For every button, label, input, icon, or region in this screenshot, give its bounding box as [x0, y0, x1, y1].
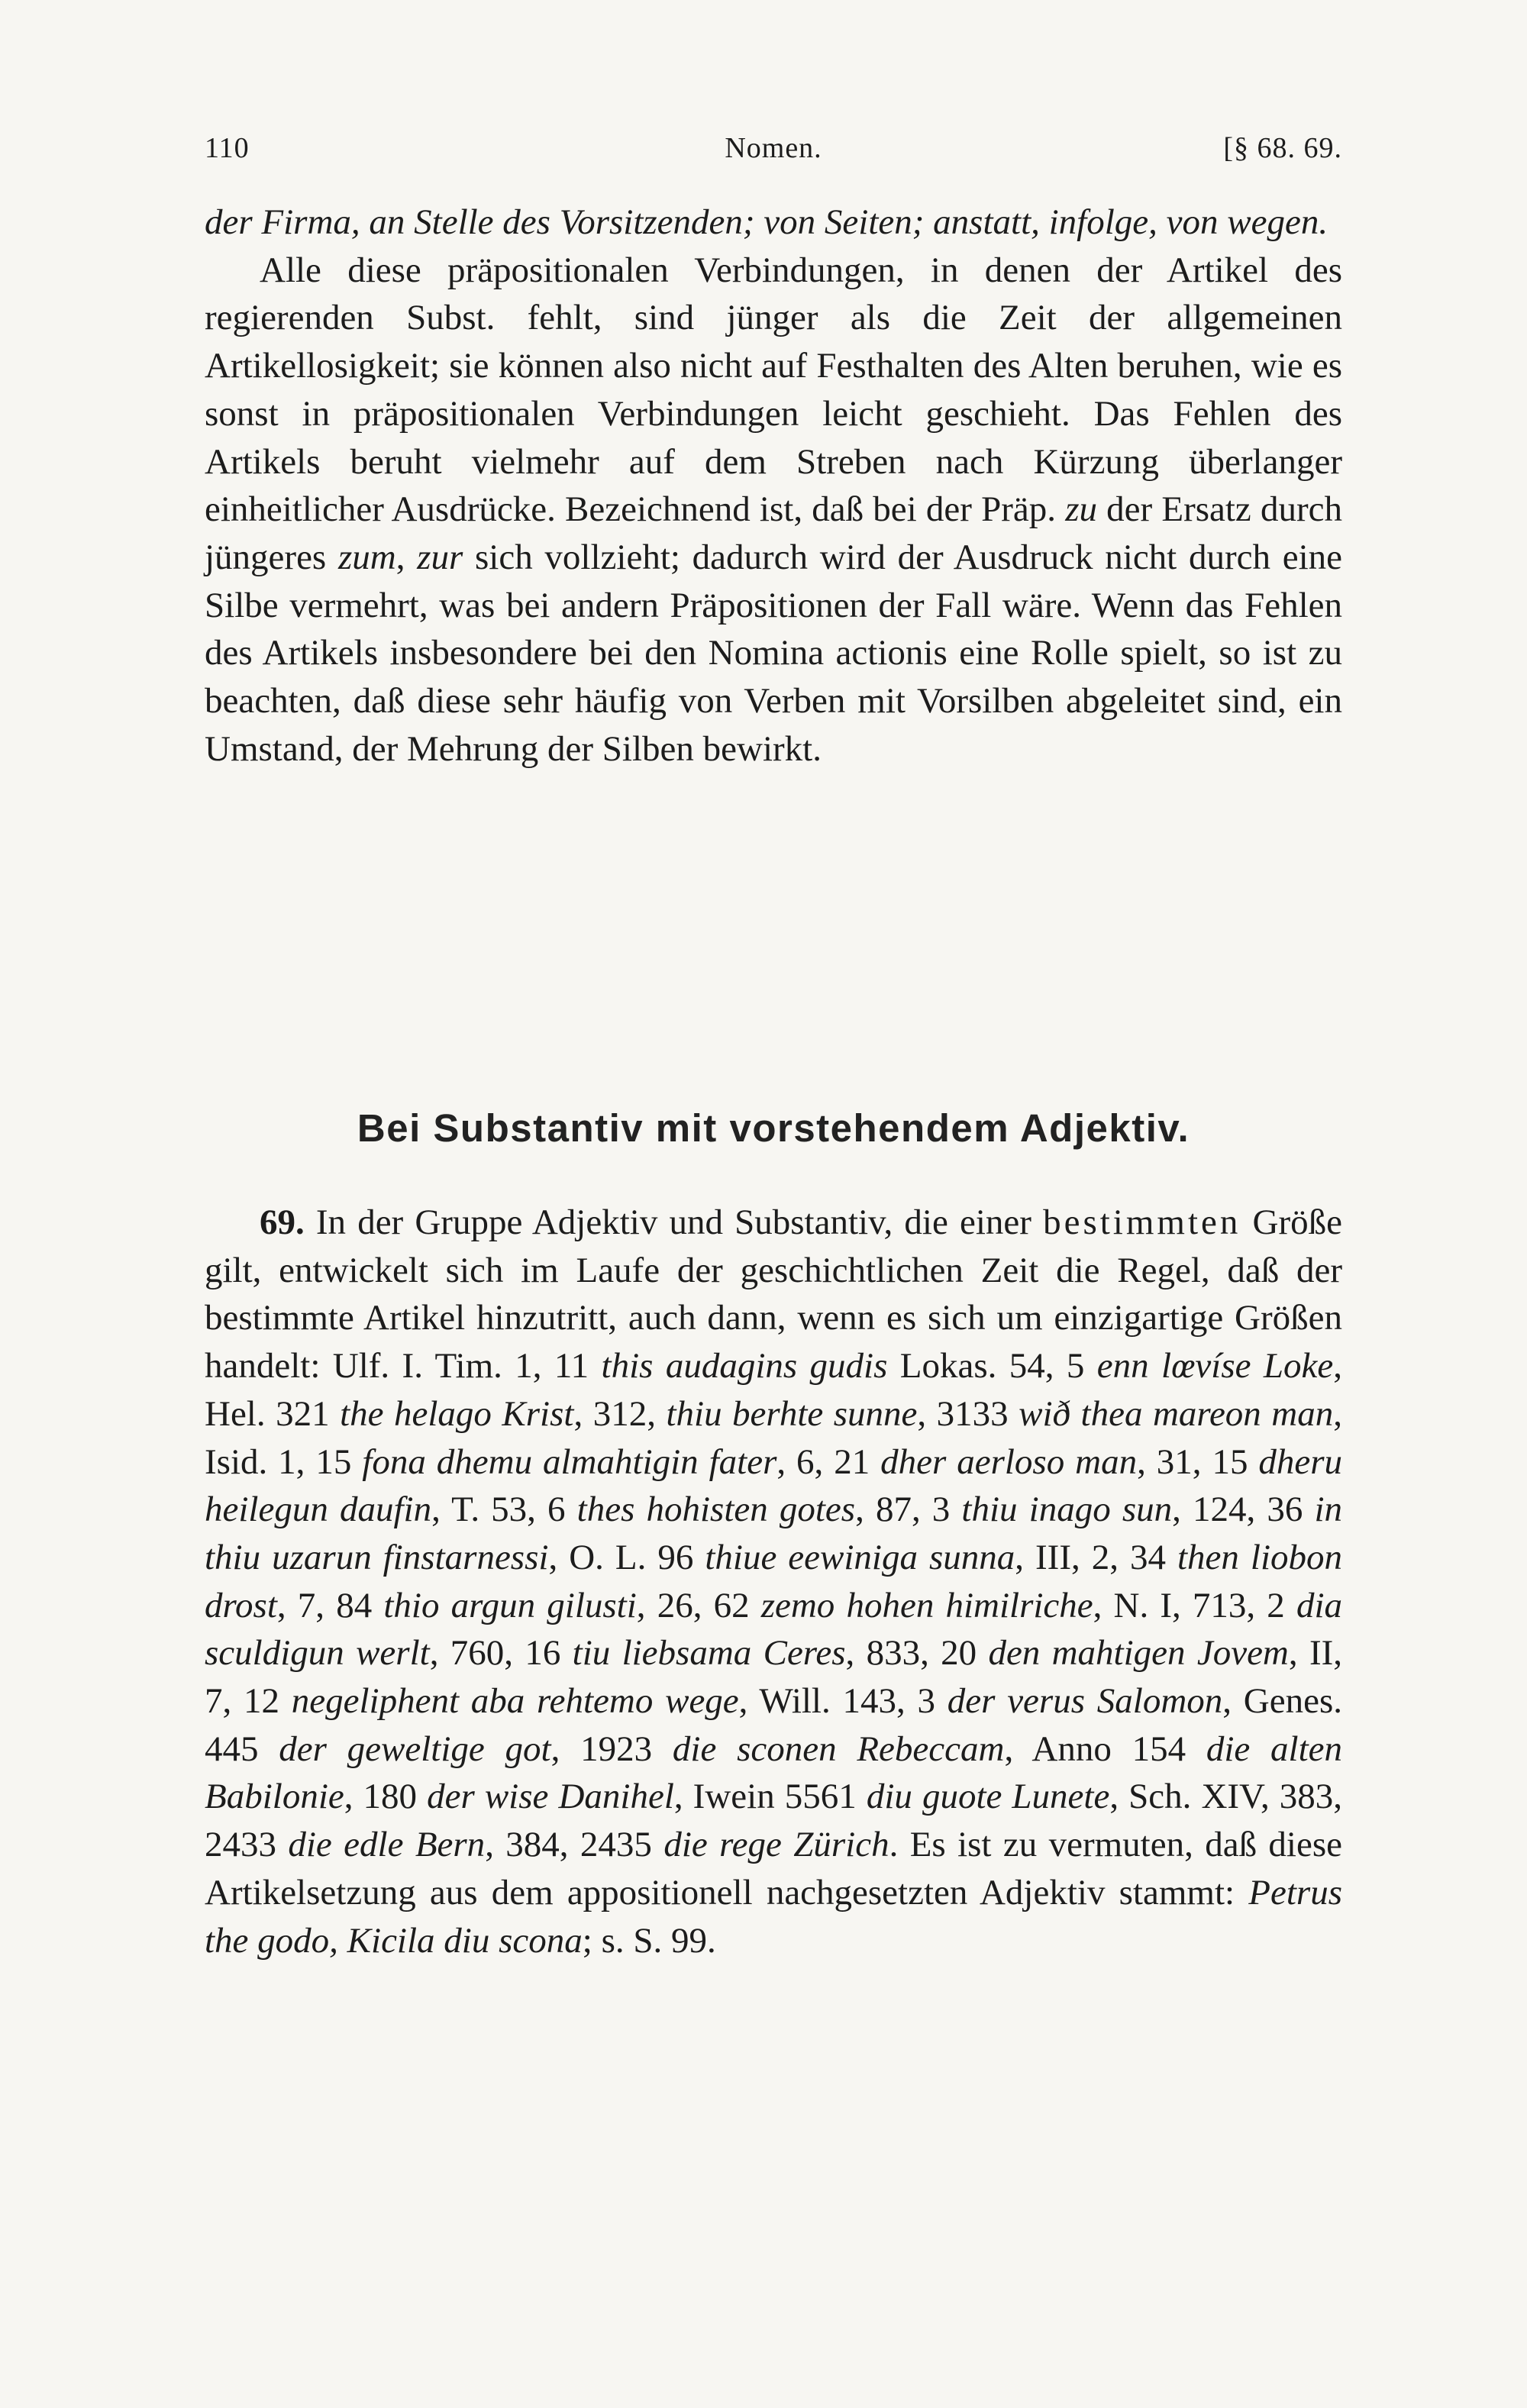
- italic-term: zu: [1065, 489, 1097, 530]
- text-run: , 180: [344, 1777, 428, 1817]
- text-run: , 6, 21: [776, 1441, 881, 1482]
- text-run: , Genes. 445: [205, 1681, 1342, 1769]
- italic-term: zur: [417, 537, 463, 577]
- text-run: , 760, 16: [429, 1633, 573, 1674]
- quoted-example: thiu inago sun: [961, 1490, 1173, 1530]
- quoted-example: den mahtigen Jovem: [988, 1633, 1289, 1674]
- text-run: der Ersatz durch jüngeres: [205, 489, 1342, 577]
- quoted-example: wið thea mareon man: [1019, 1393, 1334, 1434]
- text-run: , II, 7, 12: [205, 1633, 1342, 1722]
- section-heading: Bei Substantiv mit vorstehendem Adjektiv.: [357, 1106, 1190, 1150]
- section-number: 69.: [260, 1202, 305, 1242]
- quoted-example: tiu liebsama Ceres: [572, 1633, 846, 1674]
- text-run: In der Gruppe Adjektiv und Substantiv, die einer: [304, 1202, 1044, 1242]
- quoted-example: thio argun gilusti: [383, 1585, 637, 1625]
- text-run: , N. I, 713, 2: [1093, 1585, 1296, 1625]
- running-title: Nomen.: [725, 132, 822, 164]
- text-run: , T. 53, 6: [431, 1490, 577, 1530]
- quoted-example: enn lœvíse Loke: [1096, 1346, 1334, 1386]
- text-run: , 7, 84: [276, 1585, 384, 1625]
- example-list: der Firma, an Stelle des Vorsitzenden; von Seiten; anstatt, infolge, von wegen.: [205, 202, 1328, 242]
- text-run: , Isid. 1, 15: [205, 1393, 1342, 1482]
- text-run: , 1923: [550, 1729, 673, 1769]
- text-run: Alle diese präpositionalen Verbindungen, in denen der Artikel des regierenden Subst. fehlt, sind jünger als die Zeit der allgemeinen Artikellosigkeit; sie können also nicht auf Festhalten des Alten beruhen, wie es sonst in präpositionalen Verbindungen leicht geschieht. Das Fehlen des Artikels beruht vielmehr auf dem Streben nach Kürzung überlanger einheitlicher Ausdrücke. Bezeichnend ist, daß bei der Präp.: [205, 250, 1342, 530]
- text-block-section-69: [205, 1199, 1342, 1964]
- text-run: , 384, 2435: [485, 1825, 664, 1865]
- paragraph-prepositional-phrases: [205, 247, 1342, 773]
- quoted-example: Petrus the godo, Kicila diu scona: [205, 1872, 1342, 1961]
- quoted-example: der wise Danihel: [427, 1777, 674, 1817]
- quoted-example: this audagins gudis: [601, 1346, 888, 1386]
- quoted-example: dher aerloso man: [880, 1441, 1138, 1482]
- quoted-example: the helago Krist: [340, 1393, 574, 1434]
- text-run: , Hel. 321: [205, 1346, 1342, 1434]
- text-run: Lokas. 54, 5: [887, 1346, 1097, 1386]
- text-run: , Iwein 5561: [673, 1777, 867, 1817]
- text-run: , 3133: [917, 1393, 1019, 1434]
- text-run: , 833, 20: [845, 1633, 989, 1674]
- section-reference: [§ 68. 69.: [1223, 132, 1342, 164]
- quoted-example: der geweltige got: [279, 1729, 551, 1769]
- quoted-example: fona dhemu almahtigin fater: [362, 1441, 777, 1482]
- text-run: , 87, 3: [855, 1490, 962, 1530]
- spaced-term: bestimmten: [1043, 1202, 1241, 1242]
- paragraph-continuation: [205, 199, 1342, 247]
- quoted-example: dheru heilegun daufin: [205, 1441, 1343, 1530]
- page-number: 110: [205, 132, 250, 164]
- text-block-section-68: [205, 199, 1342, 773]
- quoted-example: in thiu uzarun finstarnessi: [205, 1490, 1343, 1577]
- text-run: sich vollzieht; dadurch wird der Ausdruck nicht durch eine Silbe vermehrt, was bei andern Präpositionen der Fall wäre. Wenn das Fehlen des Artikels insbesondere bei den Nomina actionis eine Rolle spielt, so ist zu beachten, daß diese sehr häufig von Verben mit Vorsilben abgeleitet sind, ein Umstand, der Mehrung der Silben bewirkt.: [205, 537, 1342, 769]
- quoted-example: diu guote Lunete: [866, 1777, 1110, 1817]
- text-run: , 26, 62: [636, 1585, 761, 1625]
- text-run: . Es ist zu vermuten, daß diese Artikelsetzung aus dem appositionell nachgesetzten Adjektiv stammt:: [205, 1825, 1343, 1913]
- quoted-example: then liobon drost: [205, 1537, 1342, 1625]
- quoted-example: die alten Babilonie: [205, 1729, 1343, 1817]
- quoted-example: thiue eewiniga sunna: [705, 1537, 1015, 1577]
- quoted-example: die edle Bern: [288, 1825, 486, 1865]
- text-run: ; s. S. 99.: [582, 1920, 716, 1961]
- text-run: , 312,: [573, 1393, 667, 1434]
- quoted-example: die sconen Rebeccam: [672, 1729, 1005, 1769]
- quoted-example: negeliphent aba rehtemo wege: [291, 1681, 739, 1722]
- quoted-example: zemo hohen himilriche: [760, 1585, 1093, 1625]
- quoted-example: thes hohisten gotes: [576, 1490, 856, 1530]
- text-run: , 31, 15: [1137, 1441, 1259, 1482]
- text-run: ,: [395, 537, 418, 577]
- text-run: , Sch. XIV, 383, 2433: [205, 1777, 1342, 1865]
- quoted-example: thiu berhte sunne: [666, 1393, 918, 1434]
- text-run: , III, 2, 34: [1015, 1537, 1177, 1577]
- text-run: , Anno 154: [1004, 1729, 1206, 1769]
- text-run: , 124, 36: [1172, 1490, 1315, 1530]
- italic-term: zum: [337, 537, 396, 577]
- text-run: , Will. 143, 3: [738, 1681, 948, 1722]
- quoted-example: die rege Zürich: [663, 1825, 889, 1865]
- paragraph-69: [205, 1199, 1342, 1964]
- running-header: [205, 131, 1342, 169]
- quoted-example: dia sculdigun werlt: [205, 1585, 1342, 1674]
- text-run: , O. L. 96: [548, 1537, 705, 1577]
- quoted-example: der verus Salomon: [947, 1681, 1223, 1722]
- text-run: Größe gilt, entwickelt sich im Laufe der geschichtlichen Zeit die Regel, daß der bestimmte Artikel hinzutritt, auch dann, wenn es sich um einzigartige Größen handelt: Ulf. I. Tim. 1, 11: [205, 1202, 1342, 1386]
